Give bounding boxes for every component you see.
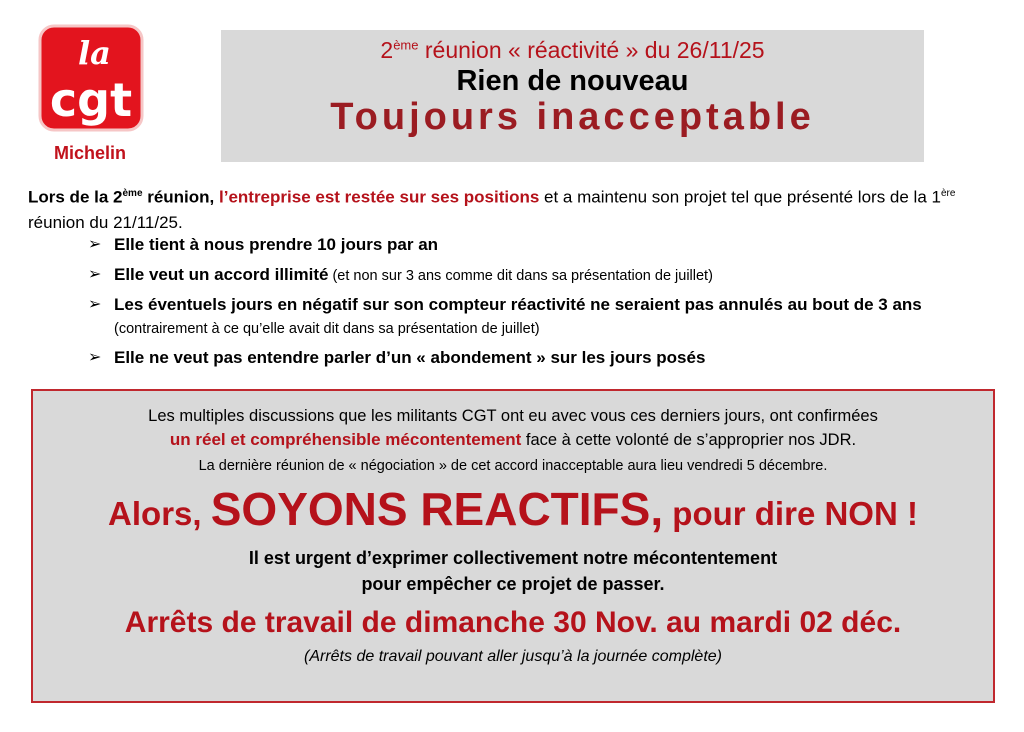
title-box — [221, 30, 924, 162]
intro-paragraph: Lors de la 2ème réunion, l’entreprise est restée sur ses positions et a maintenu son projet tel que présenté lors de la 1ère réunion du 21/11/25. — [28, 187, 956, 232]
urgent-text: Il est urgent d’exprimer collectivement notre mécontentement pour empêcher ce projet de passer. — [248, 548, 778, 594]
arrow-icon: ➢ — [88, 349, 102, 366]
list-item: ➢ Les éventuels jours en négatif sur son compteur réactivité ne seraient pas annulés au bout de 3 ans (contrairement à ce qu’elle avait dit dans sa présentation de juillet) — [88, 295, 922, 337]
arrow-icon: ➢ — [88, 236, 102, 253]
list-item: ➢ Elle tient à nous prendre 10 jours par an — [88, 235, 439, 254]
list-item: ➢ Elle ne veut pas entendre parler d’un « abondement » sur les jours posés — [88, 348, 706, 367]
slogan: Alors, SOYONS REACTIFS, pour dire NON ! — [108, 483, 918, 535]
svg-text:la: la — [78, 34, 111, 72]
meeting-subtitle: 2ème réunion « réactivité » du 26/11/25 — [380, 37, 765, 63]
strike-note: (Arrêts de travail pouvant aller jusqu’à la journée complète) — [304, 648, 722, 665]
svg-text:cgt: cgt — [49, 73, 133, 127]
action-box — [31, 389, 995, 703]
discontent-highlight: un réel et compréhensible mécontentement — [169, 430, 522, 449]
discussion-text: Les multiples discussions que les militants CGT ont eu avec vous ces derniers jours, ont confirmées un réel et compréhensible mécontentement face à cette volonté de s’approprier nos JDR. — [148, 407, 878, 449]
intro-highlight: l’entreprise est restée sur ses positions — [219, 187, 540, 207]
arrow-icon: ➢ — [88, 296, 102, 313]
strike-dates: Arrêts de travail de dimanche 30 Nov. au mardi 02 déc. — [124, 606, 902, 639]
logo-caption: Michelin — [53, 143, 126, 163]
headline: Rien de nouveau — [456, 65, 689, 97]
list-item: ➢ Elle veut un accord illimité (et non sur 3 ans comme dit dans sa présentation de juillet) — [88, 265, 713, 284]
arrow-icon: ➢ — [88, 266, 102, 283]
bullet-list — [88, 234, 988, 377]
meeting-date-text: La dernière réunion de « négociation » de cet accord inacceptable aura lieu vendredi 5 décembre. — [198, 458, 828, 474]
cgt-logo — [38, 24, 144, 134]
headline-emphasis: Toujours inacceptable — [330, 96, 815, 138]
